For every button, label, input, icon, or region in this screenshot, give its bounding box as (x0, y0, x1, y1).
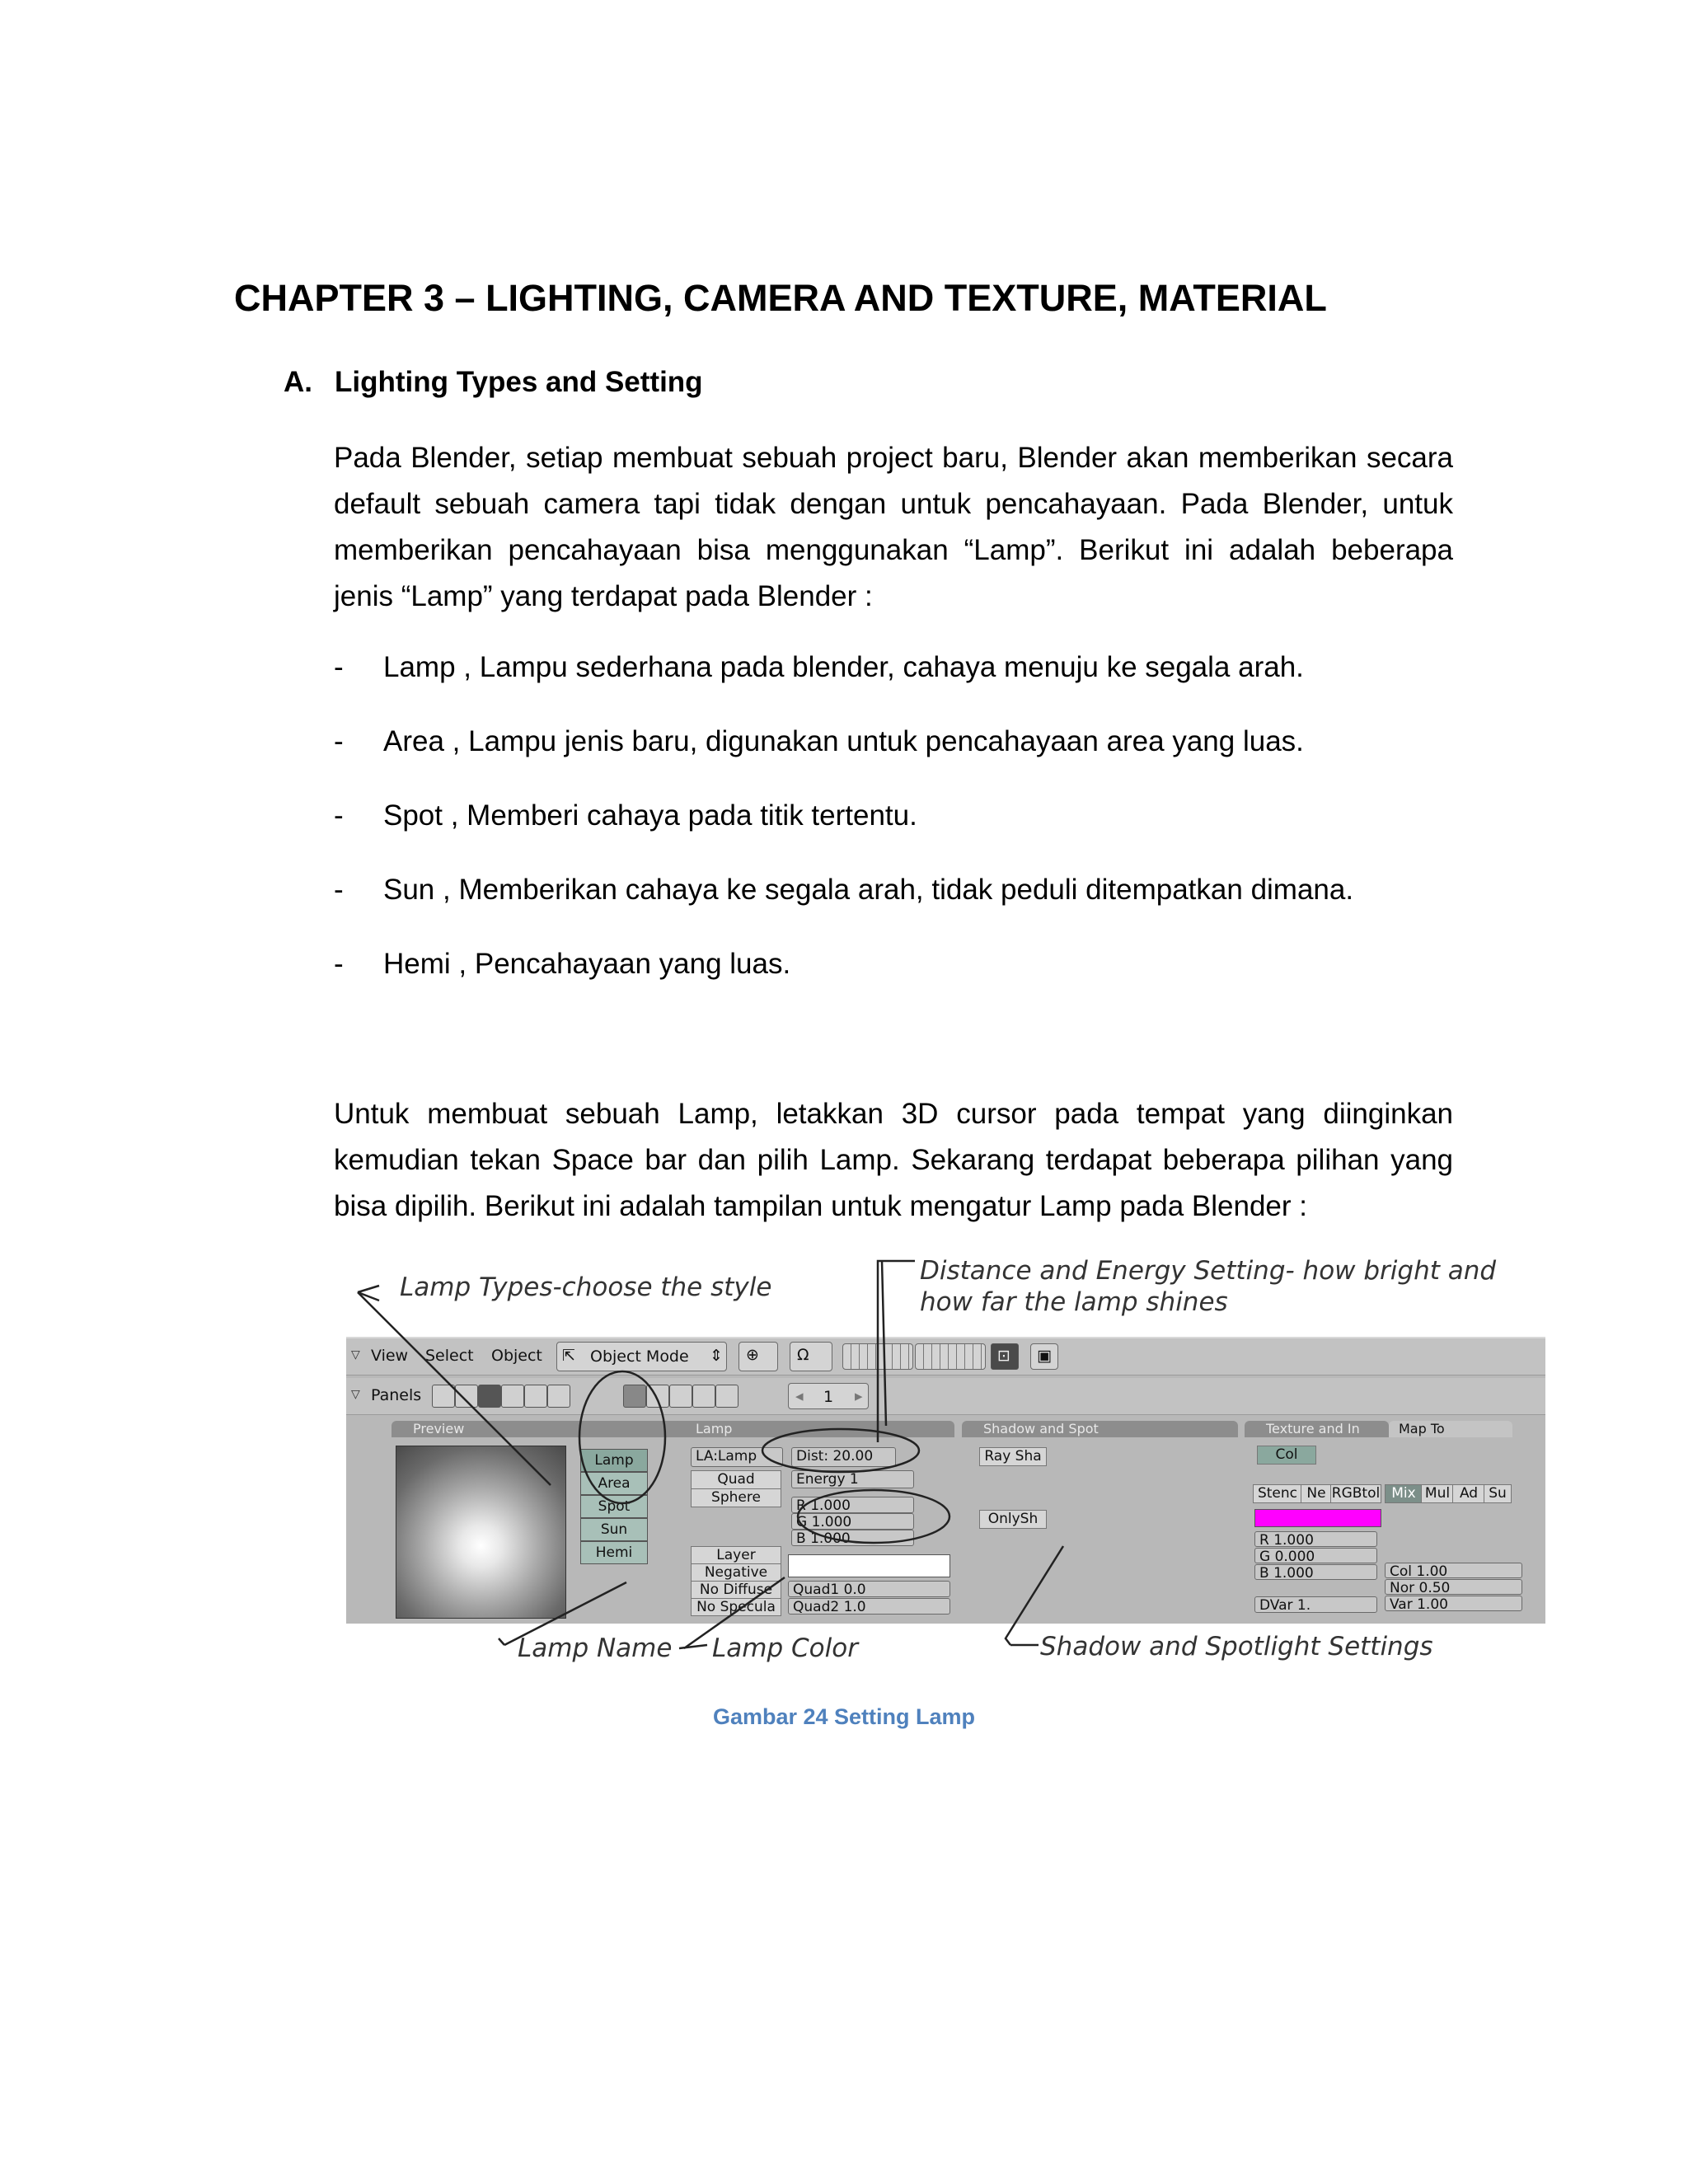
globe-icon: ⊕ (746, 1346, 759, 1364)
col-value-field[interactable]: Col 1.00 (1385, 1563, 1522, 1578)
panels-label: Panels (371, 1386, 422, 1404)
annotation-lamp-name: Lamp Name (518, 1633, 673, 1663)
annotation-distance-energy-line2: how far the lamp shines (920, 1287, 1228, 1317)
lamp-type-sun[interactable]: Sun (580, 1518, 648, 1541)
increment-icon: ▸ (855, 1387, 863, 1405)
blend-tab-neg[interactable]: Ne (1301, 1484, 1332, 1503)
quad2-field[interactable]: Quad2 1.0 (788, 1598, 950, 1615)
negative-toggle[interactable]: Negative (691, 1563, 781, 1582)
distance-callout-line (878, 1261, 915, 1442)
mode-select-value: Object Mode (590, 1347, 689, 1366)
collapse-triangle-icon[interactable]: ▽ (351, 1348, 360, 1361)
sphere-toggle[interactable]: Sphere (691, 1488, 781, 1507)
image-icon: ▣ (1037, 1347, 1052, 1365)
lamp-name-field[interactable]: LA:Lamp (691, 1447, 783, 1467)
blend-tab-sub[interactable]: Su (1484, 1484, 1512, 1503)
red-field[interactable]: R 1.000 (791, 1497, 914, 1513)
layer-toggle[interactable]: Layer (691, 1546, 781, 1564)
annotation-lamp-color: Lamp Color (712, 1633, 858, 1663)
lamp-type-area[interactable]: Area (580, 1472, 648, 1495)
collapse-triangle-icon[interactable]: ▽ (351, 1388, 360, 1401)
bullet-dash: - (334, 725, 344, 757)
section-number: A. (284, 366, 312, 398)
col-toggle[interactable]: Col (1257, 1446, 1316, 1465)
bullet-dash: - (334, 948, 344, 980)
var-value-field[interactable]: Var 1.00 (1385, 1596, 1522, 1611)
texture-red-field[interactable]: R 1.000 (1254, 1531, 1377, 1547)
nor-value-field[interactable]: Nor 0.50 (1385, 1579, 1522, 1595)
annotation-lamp-types: Lamp Types-choose the style (400, 1272, 772, 1302)
lamp-type-lamp[interactable]: Lamp (580, 1449, 648, 1472)
object-mode-icon: ⇱ (562, 1347, 575, 1365)
bullet-text: Hemi , Pencahayaan yang luas. (383, 948, 791, 980)
energy-field[interactable]: Energy 1 (791, 1470, 914, 1488)
section-title: Lighting Types and Setting (335, 366, 703, 398)
texture-green-field[interactable]: G 0.000 (1254, 1548, 1377, 1563)
decrement-icon: ◂ (795, 1387, 804, 1405)
green-field[interactable]: G 1.000 (791, 1513, 914, 1530)
horseshoe-icon: Ω (797, 1346, 809, 1364)
lamp-paragraph: Untuk membuat sebuah Lamp, letakkan 3D cursor pada tempat yang diinginkan kemudian tekan Space bar dan pilih Lamp. Sekarang terdapat beberapa pilihan yang bisa dipilih. Berikut ini adalah tampilan untuk mengatur Lamp pada Blender : (334, 1098, 1453, 1222)
intro-paragraph: Pada Blender, setiap membuat sebuah project baru, Blender akan memberikan secara default sebuah camera tapi tidak dengan untuk pencahayaan. Pada Blender, untuk memberikan pencahayaan bisa menggunakan “Lamp”. Berikut ini adalah beberapa jenis “Lamp” yang terdapat pada Blender : (334, 442, 1453, 612)
only-shadow-toggle[interactable]: OnlySh (979, 1510, 1047, 1529)
bullet-dash: - (334, 651, 344, 683)
lamp-types-callout-line (358, 1286, 551, 1485)
bullet-dash: - (334, 874, 344, 906)
menu-select[interactable]: Select (425, 1347, 474, 1365)
dvar-field[interactable]: DVar 1. (1254, 1596, 1377, 1613)
map-to-title: Map To (1399, 1421, 1445, 1436)
lock-icon: ⊡ (997, 1347, 1010, 1365)
shadow-callout-line (1006, 1546, 1063, 1645)
bullet-text: Lamp , Lampu sederhana pada blender, cahaya menuju ke segala arah. (383, 651, 1304, 683)
blend-tab-stencil[interactable]: Stenc (1253, 1484, 1302, 1503)
no-diffuse-toggle[interactable]: No Diffuse (691, 1581, 781, 1599)
distance-field[interactable]: Dist: 20.00 (791, 1447, 896, 1467)
menu-view[interactable]: View (371, 1347, 409, 1365)
no-specular-toggle[interactable]: No Specula (691, 1598, 781, 1616)
blend-tab-rgbtol[interactable]: RGBtol (1331, 1485, 1381, 1502)
texture-panel-title: Texture and In (1266, 1421, 1360, 1436)
texture-blue-field[interactable]: B 1.000 (1254, 1564, 1377, 1580)
lamp-settings-figure (346, 1253, 1545, 1665)
quad1-field[interactable]: Quad1 0.0 (788, 1581, 950, 1597)
lamp-panel-title: Lamp (696, 1421, 733, 1436)
menu-object[interactable]: Object (491, 1347, 542, 1365)
color-ellipse (798, 1490, 950, 1543)
shadow-panel-title: Shadow and Spot (983, 1421, 1099, 1436)
bullet-dash: - (334, 799, 344, 832)
blend-tab-add[interactable]: Ad (1452, 1484, 1485, 1503)
figure-caption: Gambar 24 Setting Lamp (712, 1704, 976, 1729)
distance-ellipse (762, 1429, 919, 1472)
annotation-shadow-spot: Shadow and Spotlight Settings (1040, 1632, 1433, 1661)
bullet-text: Area , Lampu jenis baru, digunakan untuk pencahayaan area yang luas. (383, 725, 1304, 757)
lamp-type-spot[interactable]: Spot (580, 1495, 648, 1518)
blend-tab-mix[interactable]: Mix (1385, 1484, 1423, 1503)
bullet-text: Sun , Memberikan cahaya ke segala arah, tidak peduli ditempatkan dimana. (383, 874, 1354, 906)
panel-counter-value: 1 (823, 1388, 834, 1406)
lamp-type-hemi[interactable]: Hemi (580, 1541, 648, 1564)
annotation-distance-energy-line1: Distance and Energy Setting- how bright and (920, 1256, 1497, 1286)
annotation-overlay (346, 1253, 1545, 1665)
lamp-types-ellipse (579, 1371, 665, 1503)
bullet-text: Spot , Memberi cahaya pada titik tertentu. (383, 799, 917, 832)
preview-panel-title: Preview (413, 1421, 465, 1436)
blend-tab-mul[interactable]: Mul (1421, 1484, 1454, 1503)
chevron-updown-icon: ⇕ (710, 1347, 723, 1365)
section-heading (284, 366, 703, 399)
chapter-title: CHAPTER 3 – LIGHTING, CAMERA AND TEXTURE, MATERIAL (234, 277, 1327, 319)
quad-toggle[interactable]: Quad (691, 1470, 781, 1489)
blue-field[interactable]: B 1.000 (791, 1530, 914, 1546)
ray-shadow-toggle[interactable]: Ray Sha (979, 1447, 1047, 1466)
